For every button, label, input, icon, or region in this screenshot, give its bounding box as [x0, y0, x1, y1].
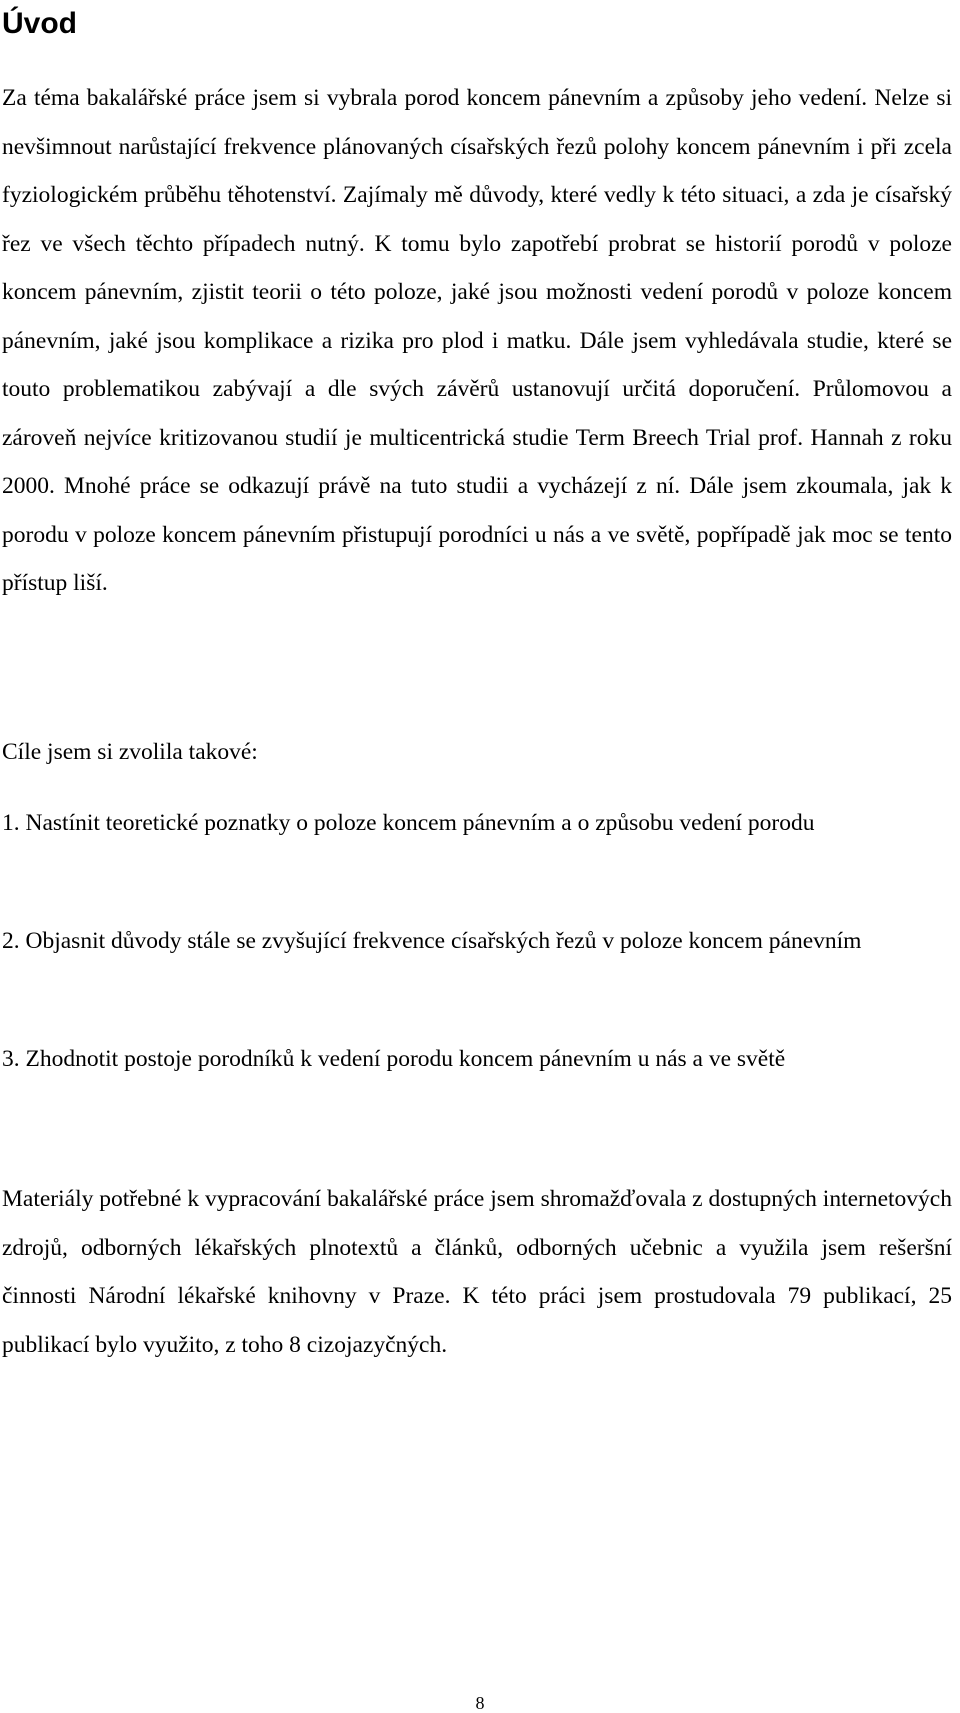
- goal-item-3: 3. Zhodnotit postoje porodníků k vedení porodu koncem pánevním u nás a ve světě: [2, 1046, 786, 1072]
- materials-paragraph: Materiály potřebné k vypracování bakalářské práce jsem shromažďovala z dostupných internetových zdrojů, odborných lékařských plnotextů a článků, odborných učebnic a využila jsem rešeršní činnosti Národní lékařské knihovny v Praze. K této práci jsem prostudovala 79 publikací, 25 publikací bylo využito, z toho 8 cizojazyčných.: [2, 1186, 952, 1358]
- goal-item-1: 1. Nastínit teoretické poznatky o poloze koncem pánevním a o způsobu vedení porodu: [2, 810, 815, 836]
- intro-paragraph: Za téma bakalářské práce jsem si vybrala porod koncem pánevním a způsoby jeho vedení. Nelze si nevšimnout narůstající frekvence plánovaných císařských řezů polohy koncem pánevním i při zcela fyziologickém průběhu těhotenství. Zajímaly mě důvody, které vedly k této situaci, a zda je císařský řez ve všech těchto případech nutný. K tomu bylo zapotřebí probrat se historií porodů v poloze koncem pánevním, zjistit teorii o této poloze, jaké jsou možnosti vedení porodů v poloze koncem pánevním, jaké jsou komplikace a rizika pro plod i matku. Dále jsem vyhledávala studie, které se touto problematikou zabývají a dle svých závěrů ustanovují určitá doporučení. Průlomovou a zároveň nejvíce kritizovanou studií je multicentrická studie Term Breech Trial prof. Hannah z roku 2000. Mnohé práce se odkazují právě na tuto studii a vycházejí z ní. Dále jsem zkoumala, jak k porodu v poloze koncem pánevním přistupují porodníci u nás a ve světě, popřípadě jak moc se tento přístup liší.: [2, 85, 952, 596]
- goals-intro-paragraph: Cíle jsem si zvolila takové:: [2, 739, 258, 765]
- goal-item-2: 2. Objasnit důvody stále se zvyšující frekvence císařských řezů v poloze koncem pánevním: [2, 928, 862, 954]
- page-number: 8: [475, 1693, 485, 1713]
- page-title: Úvod: [2, 7, 77, 40]
